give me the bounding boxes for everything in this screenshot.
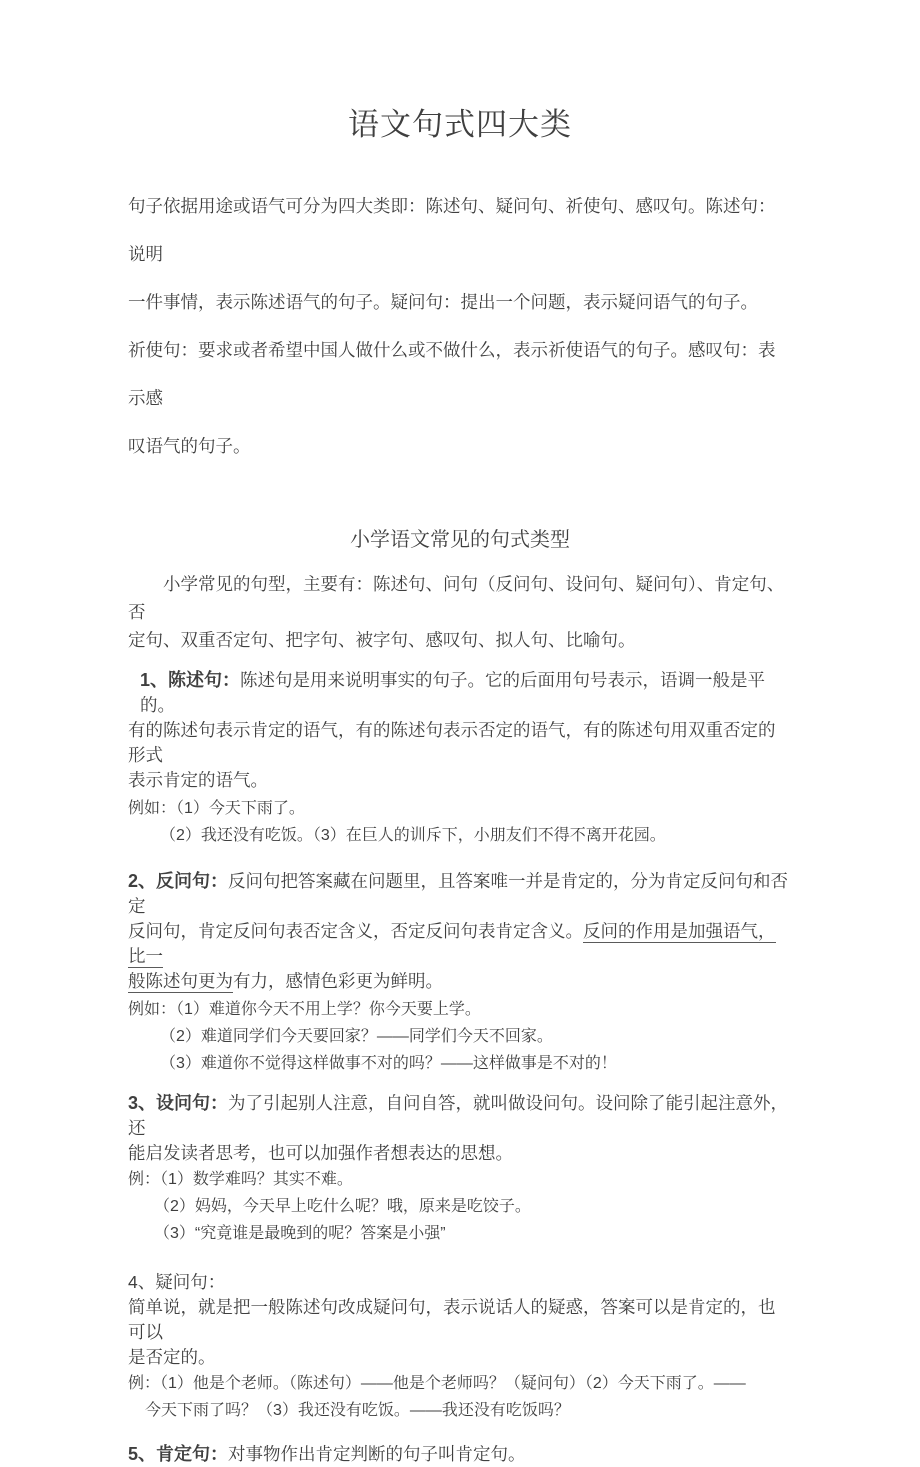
item-2-label: 2、反问句： (128, 871, 229, 891)
overview-line-1: 小学常见的句型，主要有：陈述句、问句（反问句、设问句、疑问句）、肯定句、否 (128, 574, 785, 622)
item-3-text-1: 为了引起别人注意，自问自答，就叫做设问句。设问除了能引起注意外，还 (128, 1093, 789, 1138)
item-1-line-1 (128, 668, 792, 718)
item-5-line-1 (128, 1442, 792, 1467)
intro-line-1: 句子依据用途或语气可分为四大类即：陈述句、疑问句、祈使句、感叹句。陈述句：说明 (128, 196, 776, 264)
item-4-line-1 (128, 1270, 792, 1295)
item-3-example-1: 例：（1）数学难吗？其实不难。 (128, 1171, 353, 1188)
item-1-declarative (128, 668, 792, 793)
item-4-example-1: 例：（1）他是个老师。（陈述句）——他是个老师吗？（疑问句）（2）今天下雨了。—— (128, 1375, 746, 1392)
item-1-line-2: 有的陈述句表示肯定的语气，有的陈述句表示否定的语气，有的陈述句用双重否定的形式 (128, 720, 776, 765)
item-4-label: 4、疑问句： (128, 1272, 226, 1292)
item-3-line-2: 能启发读者思考，也可以加强作者想表达的思想。 (128, 1143, 513, 1163)
item-2-example-1: 例如：（1）难道你今天不用上学？你今天要上学。 (128, 1001, 481, 1018)
item-2-text-3: 有力，感情色彩更为鲜明。 (233, 971, 443, 991)
item-2-example-2: （2）难道同学们今天要回家？——同学们今天不回家。 (160, 1028, 553, 1045)
item-2-line-1 (128, 869, 792, 919)
item-3-question-raised (128, 1091, 792, 1166)
item-3-example-2: （2）妈妈，今天早上吃什么呢？哦，原来是吃饺子。 (154, 1198, 531, 1215)
intro-paragraph (128, 182, 792, 470)
item-2-text-1: 反问句把答案藏在问题里，且答案唯一并是肯定的，分为肯定反问句和否定 (128, 871, 789, 916)
item-2-underlined-text-2: 般陈述句更为 (128, 971, 233, 991)
item-1-label: 1、陈述句： (140, 670, 241, 690)
item-5-text-1: 对事物作出肯定判断的句子叫肯定句。 (228, 1444, 526, 1464)
item-2-underlined-text-1: 反问的作用是加强语气，比一 (128, 921, 776, 966)
item-1-examples (128, 795, 792, 849)
item-5-affirmative (128, 1442, 792, 1467)
section-heading: 小学语文常见的句式类型 (350, 529, 570, 551)
item-4-examples (128, 1370, 792, 1424)
item-2-rhetorical (128, 869, 792, 994)
item-2-line-2 (128, 919, 792, 969)
intro-line-2: 一件事情，表示陈述语气的句子。疑问句：提出一个问题，表示疑问语气的句子。 (128, 292, 758, 312)
item-4-interrogative (128, 1270, 792, 1370)
item-1-text-1: 陈述句是用来说明事实的句子。它的后面用句号表示，语调一般是平的。 (140, 670, 766, 715)
item-4-example-2: 今天下雨了吗？（3）我还没有吃饭。——我还没有吃饭吗？ (145, 1402, 570, 1419)
item-1-example-1: 例如：（1）今天下雨了。 (128, 800, 305, 817)
item-3-label: 3、设问句： (128, 1093, 229, 1113)
intro-line-3: 祈使句：要求或者希望中国人做什么或不做什么，表示祈使语气的句子。感叹句：表示感 (128, 340, 776, 408)
item-4-line-2: 简单说，就是把一般陈述句改成疑问句，表示说话人的疑惑，答案可以是肯定的，也可以 (128, 1297, 776, 1342)
document-title: 语文句式四大类 (348, 107, 572, 142)
item-3-examples (128, 1166, 792, 1247)
intro-line-4: 叹语气的句子。 (128, 436, 251, 456)
item-1-example-2: （2）我还没有吃饭。（3）在巨人的训斥下，小朋友们不得不离开花园。 (160, 827, 666, 844)
item-5-label: 5、肯定句： (128, 1444, 229, 1464)
item-3-example-3: （3）“究竟谁是最晚到的呢？答案是小强” (154, 1225, 446, 1242)
item-2-example-3: （3）难道你不觉得这样做事不对的吗？——这样做事是不对的！ (160, 1055, 617, 1072)
item-2-line-3 (128, 969, 792, 994)
item-4-line-3: 是否定的。 (128, 1347, 216, 1367)
item-1-line-3: 表示肯定的语气。 (128, 770, 268, 790)
item-2-examples (128, 996, 792, 1077)
item-2-text-2: 反问句，肯定反问句表否定含义，否定反问句表肯定含义。 (128, 921, 583, 941)
overview-line-2: 定句、双重否定句、把字句、被字句、感叹句、拟人句、比喻句。 (128, 630, 636, 650)
item-3-line-1 (128, 1091, 792, 1141)
overview-paragraph (128, 570, 792, 654)
